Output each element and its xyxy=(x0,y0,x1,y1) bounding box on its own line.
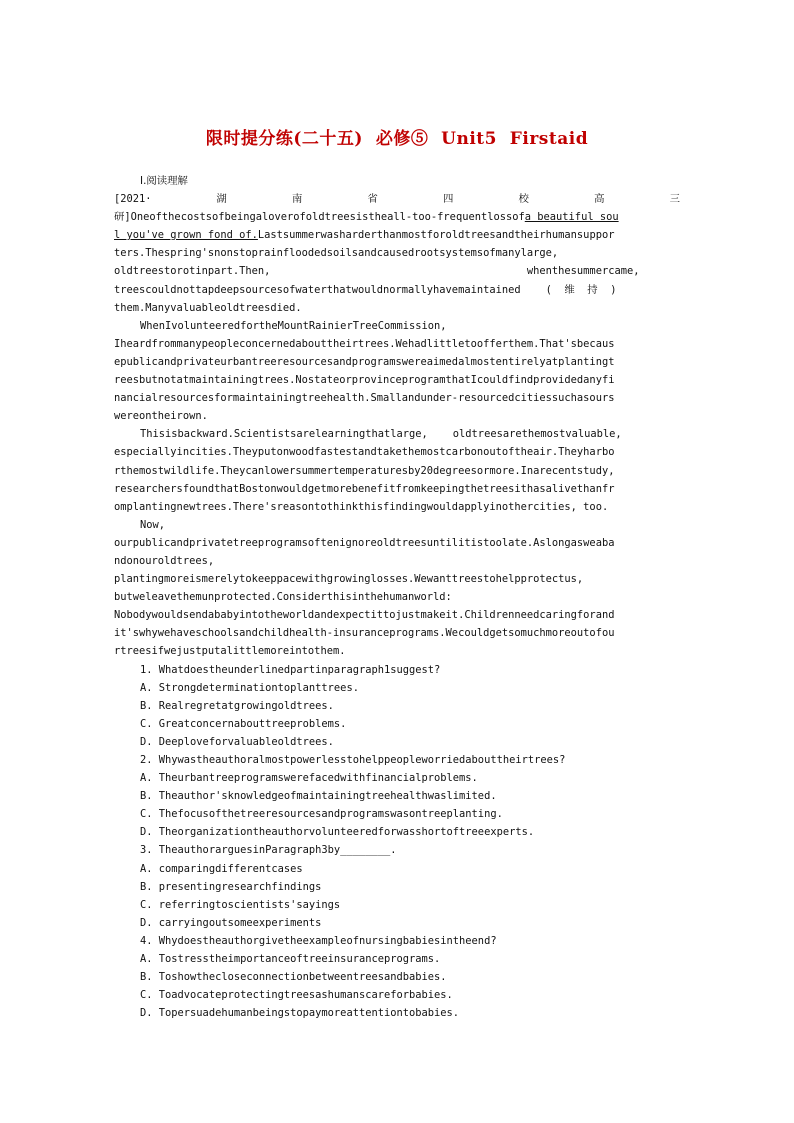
question-3 xyxy=(114,841,680,931)
question-4 xyxy=(114,932,680,1022)
passage-line: rtreesifwejustputalittlemoreintothem. xyxy=(114,645,346,658)
option-d[interactable]: D. Deeploveforvaluableoldtrees. xyxy=(140,735,334,748)
passage-line: ndonouroldtrees, xyxy=(114,554,215,567)
option-a[interactable]: A. comparingdifferentcases xyxy=(140,862,303,875)
passage-line: especiallyincities.Theyputonwoodfastestandtakethemostcarbonoutoftheair.Theyharbo xyxy=(114,446,615,459)
passage-line: butweleavethemunprotected.Considerthisinthehumanworld: xyxy=(114,591,452,604)
question-1 xyxy=(114,661,680,751)
option-a[interactable]: A. Theurbantreeprogramswerefacedwithfinancialproblems. xyxy=(140,772,478,785)
section-heading: Ⅰ.阅读理解 xyxy=(140,175,188,187)
passage-line: WhenIvolunteeredfortheMountRainierTreeCommission, xyxy=(140,319,447,332)
passage-line: nancialresourcesformaintainingtreehealth.Smallandunder-resourcedcitiessuchasours xyxy=(114,392,615,405)
passage-line: Now, xyxy=(140,518,166,531)
option-b[interactable]: B. presentingresearchfindings xyxy=(140,880,322,893)
question-stem: 1. Whatdoestheunderlinedpartinparagraph1suggest? xyxy=(140,663,441,676)
passage-text: 研]Oneofthecostsofbeingaloverofoldtreesistheall-too-frequentlossof xyxy=(114,211,525,224)
passage-line: treescouldnottapdeepsourcesofwaterthatwouldnormallyhavemaintained ( 维 持 ) xyxy=(114,283,617,296)
passage-line: Iheardfrommanypeopleconcernedabouttheirtrees.Wehadlittletoofferthem.That'sbecaus xyxy=(114,337,615,350)
passage-line: reesbutnotatmaintainingtrees.NostateorprovinceprogramthatIcouldfindprovidedanyfi xyxy=(114,374,615,387)
option-a[interactable]: A. Tostresstheimportanceoftreeinsuranceprograms. xyxy=(140,953,441,966)
document-body xyxy=(114,172,680,1022)
passage-line xyxy=(114,208,680,226)
option-d[interactable]: D. Theorganizationtheauthorvolunteeredforwasshortoftreeexperts. xyxy=(140,826,535,839)
option-b[interactable]: B. Theauthor'sknowledgeofmaintainingtreehealthwaslimited. xyxy=(140,790,497,803)
question-stem: 2. Whywastheauthoralmostpowerlesstohelppeopleworriedabouttheirtrees? xyxy=(140,754,566,766)
passage-line: ters.Thespring'snonstoprainfloodedsoilsandcausedrootsystemsofmanylarge, xyxy=(114,247,559,260)
page-title: 限时提分练(二十五) 必修⑤ Unit5 Firstaid xyxy=(205,129,589,149)
option-b[interactable]: B. Toshowthecloseconnectionbetweentreesandbabies. xyxy=(140,971,447,984)
passage-line: researchersfoundthatBostonwouldgetmorebenefitfromkeepingthetreesithasalivethanfr xyxy=(114,482,615,495)
option-c[interactable]: C. Thefocusofthetreeresourcesandprogramswasontreeplanting. xyxy=(140,808,503,821)
question-2 xyxy=(114,751,680,841)
passage-line: Thisisbackward.Scientistsarelearningthatlarge, oldtreesarethemostvaluable, xyxy=(140,428,622,441)
underlined-phrase: a beautiful sou xyxy=(524,211,619,224)
option-d[interactable]: D. carryingoutsomeexperiments xyxy=(140,916,322,929)
passage-line xyxy=(114,226,680,244)
option-c[interactable]: C. Toadvocateprotectingtreesashumanscareforbabies. xyxy=(140,989,453,1002)
passage-line: plantingmoreismerelytokeeppacewithgrowinglosses.Wewanttreestohelpprotectus, xyxy=(114,573,584,586)
passage-line: wereontheirown. xyxy=(114,410,208,423)
passage-line: rthemostwildlife.Theycanlowersummertemperaturesby20degreesormore.Inarecentstudy, xyxy=(114,464,615,477)
passage-line: Nobodywouldsendababyintotheworldandexpectittojustmakeit.Childrenneedcaringforand xyxy=(114,609,615,622)
option-a[interactable]: A. Strongdeterminationtoplanttrees. xyxy=(140,681,359,694)
passage-line: omplantingnewtrees.There'sreasontothinkthisfindingwouldapplyinothercities, too. xyxy=(114,500,609,513)
passage-line: epublicandprivateurbantreeresourcesandprogramswereaimedalmostentirelyatplantingt xyxy=(114,355,615,368)
option-c[interactable]: C. Greatconcernabouttreeproblems. xyxy=(140,717,347,730)
passage-line: it'swhywehaveschoolsandchildhealth-insuranceprograms.Wecouldgetsomuchmoreoutofou xyxy=(114,627,615,640)
passage-line: oldtreestorotinpart.Then, whenthesummercame, xyxy=(114,265,640,278)
option-c[interactable]: C. referringtoscientists'sayings xyxy=(140,898,341,911)
passage-text: Lastsummerwasharderthanmostforoldtreesandtheirhumansuppor xyxy=(257,229,615,242)
question-stem: 3. TheauthorarguesinParagraph3by________. xyxy=(140,844,397,857)
option-d[interactable]: D. Topersuadehumanbeingstopaymoreattentiontobabies. xyxy=(140,1007,460,1020)
passage-line-source: [2021· 湖 南 省 四 校 高 三 xyxy=(114,193,680,206)
passage-line: ourpublicandprivatetreeprogramsoftenignoreoldtreesuntilitistoolate.Aslongasweaba xyxy=(114,536,615,549)
question-stem: 4. Whydoestheauthorgivetheexampleofnursingbabiesintheend? xyxy=(140,934,497,947)
option-b[interactable]: B. Realregretatgrowingoldtrees. xyxy=(140,699,334,712)
passage-line: them.Manyvaluableoldtreesdied. xyxy=(114,301,302,314)
underlined-phrase: l you've grown fond of. xyxy=(114,229,258,242)
